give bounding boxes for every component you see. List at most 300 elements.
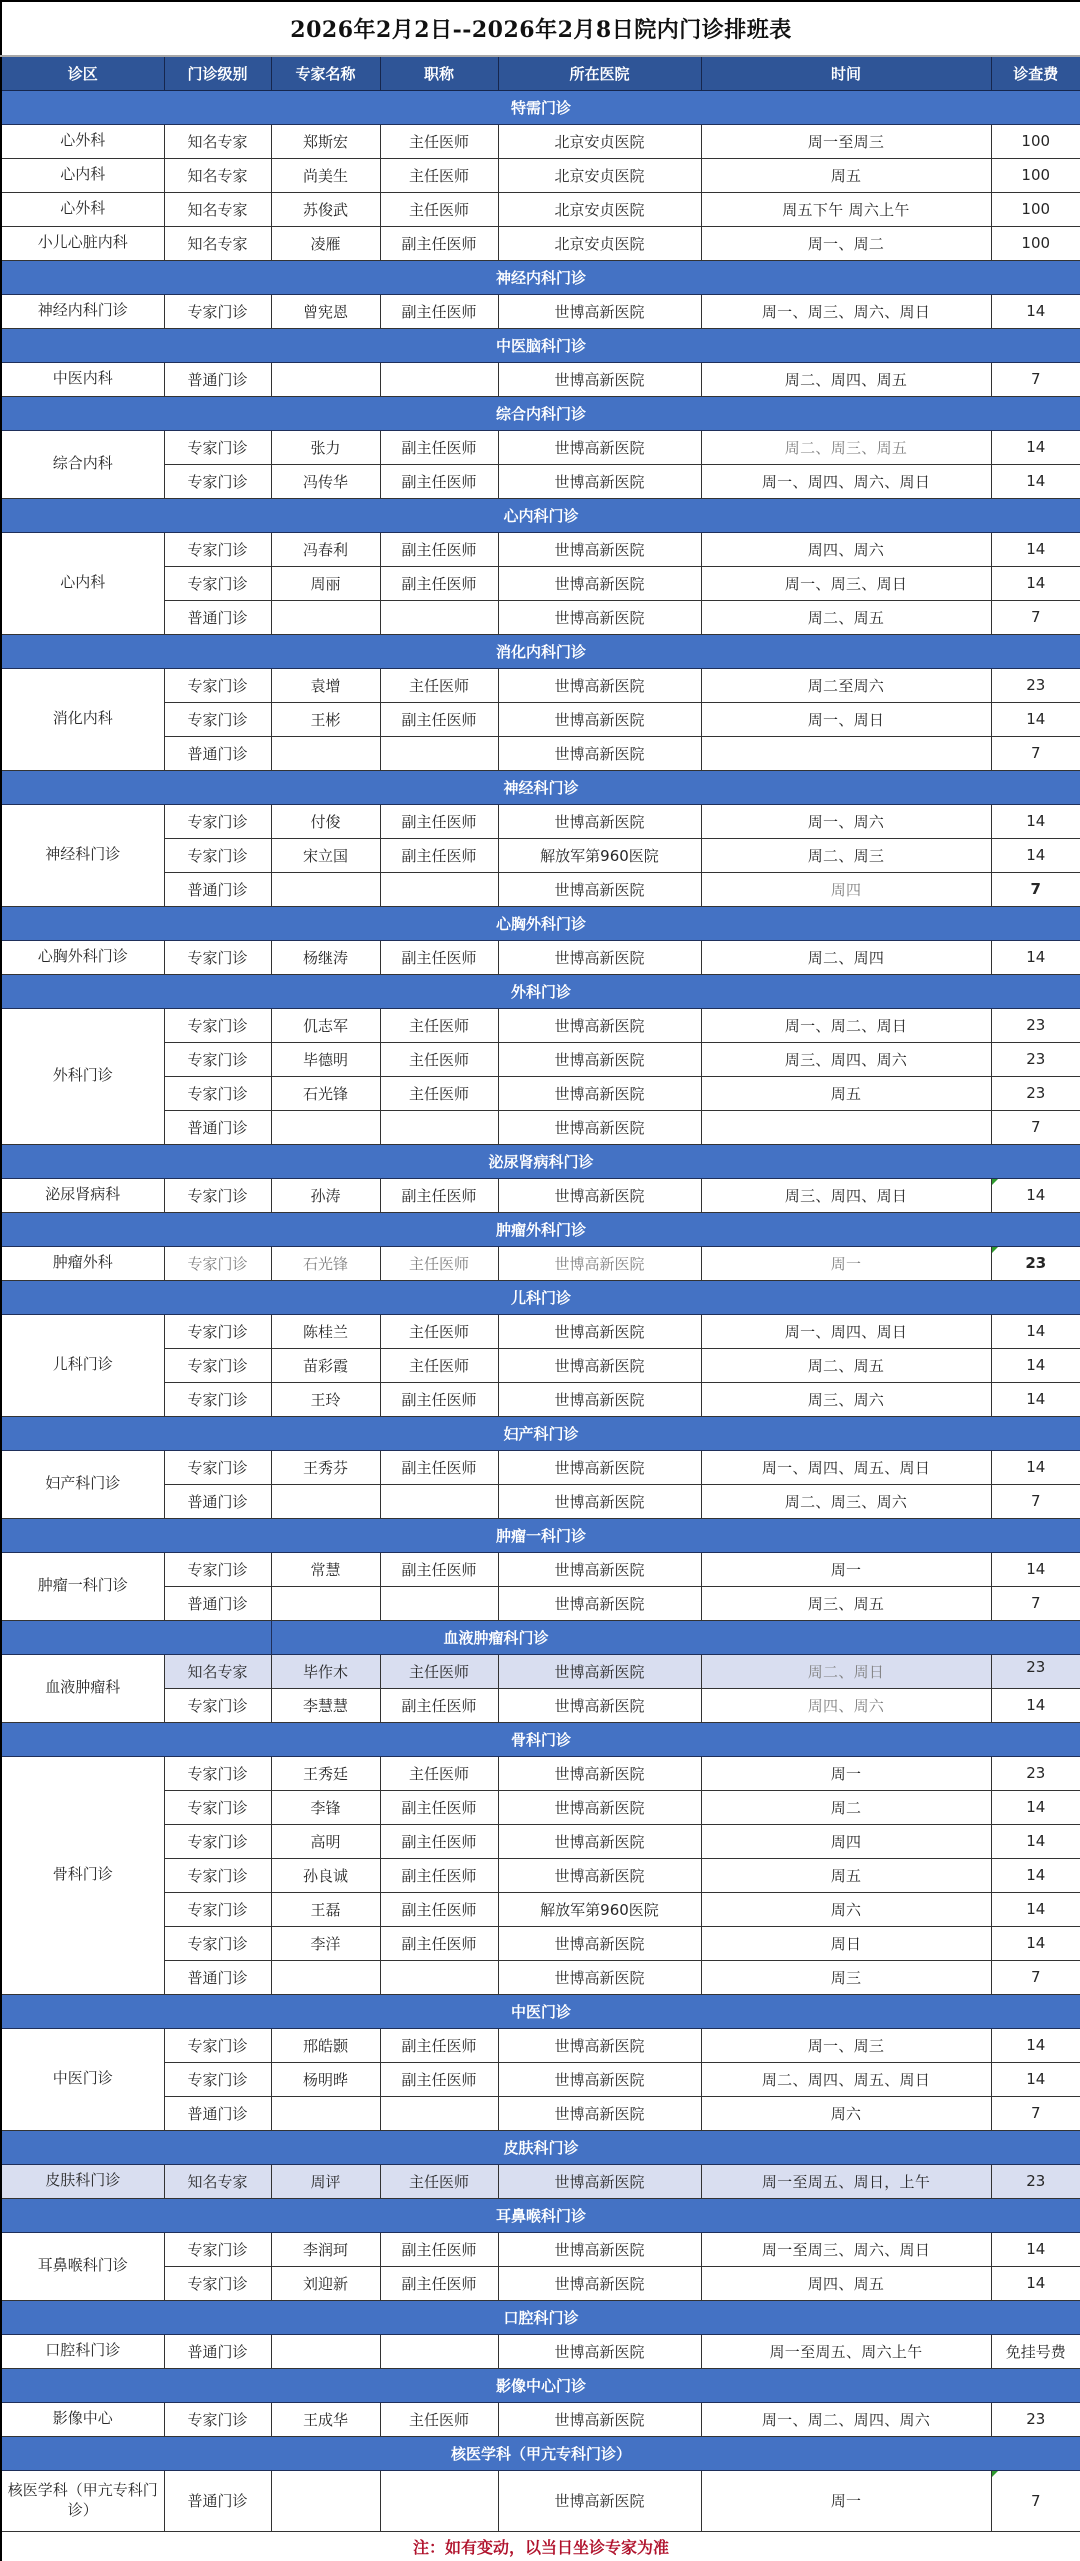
area-cell: 肿瘤一科门诊 xyxy=(1,1552,164,1620)
schedule-time-cell: 周一 xyxy=(701,1552,991,1586)
doctor-name-cell xyxy=(271,736,380,770)
fee-cell xyxy=(991,1450,1080,1484)
doctor-name-cell xyxy=(271,2334,380,2368)
doctor-name-cell: 毕作木 xyxy=(271,1654,380,1688)
doctor-name-cell: 王秀廷 xyxy=(271,1756,380,1790)
section-header-row xyxy=(1,1280,1080,1314)
schedule-time-cell: 周一至周三、周六、周日 xyxy=(701,2232,991,2266)
fee-value: 7 xyxy=(1030,880,1041,898)
clinic-level-cell: 专家门诊 xyxy=(164,668,271,702)
schedule-time-cell: 周三、周五 xyxy=(701,1586,991,1620)
hospital-cell: 世博高新医院 xyxy=(498,1110,701,1144)
doctor-name-cell: 尚美生 xyxy=(271,158,380,192)
hospital-cell: 世博高新医院 xyxy=(498,1790,701,1824)
fee-value: 14 xyxy=(1026,1186,1046,1204)
table-row xyxy=(1,2402,1080,2436)
fee-cell xyxy=(991,226,1080,260)
doctor-name-cell xyxy=(271,600,380,634)
doctor-name-cell: 高明 xyxy=(271,1824,380,1858)
hospital-cell: 解放军第960医院 xyxy=(498,1892,701,1926)
fee-value: 14 xyxy=(1026,1798,1046,1816)
schedule-time-cell: 周日 xyxy=(701,1926,991,1960)
schedule-title: 2026年2月2日--2026年2月8日院内门诊排班表 xyxy=(1,1,1080,56)
fee-value: 14 xyxy=(1026,2036,1046,2054)
hospital-cell: 世博高新医院 xyxy=(498,1076,701,1110)
fee-value: 23 xyxy=(1026,2172,1046,2190)
fee-cell xyxy=(991,1382,1080,1416)
fee-cell xyxy=(991,1484,1080,1518)
error-indicator-icon xyxy=(992,1179,998,1185)
column-header-area: 诊区 xyxy=(1,56,164,90)
job-title-cell: 副主任医师 xyxy=(380,1688,498,1722)
fee-value: 14 xyxy=(1026,302,1046,320)
clinic-level-cell: 专家门诊 xyxy=(164,940,271,974)
section-header: 神经科门诊 xyxy=(1,770,1080,804)
hospital-cell: 世博高新医院 xyxy=(498,804,701,838)
fee-value: 23 xyxy=(1026,1764,1046,1782)
hospital-cell: 世博高新医院 xyxy=(498,1314,701,1348)
table-row xyxy=(1,430,1080,464)
clinic-level-cell: 专家门诊 xyxy=(164,2402,271,2436)
clinic-level-cell: 专家门诊 xyxy=(164,2266,271,2300)
job-title-cell: 副主任医师 xyxy=(380,1858,498,1892)
fee-cell xyxy=(991,1654,1080,1688)
area-cell: 皮肤科门诊 xyxy=(1,2164,164,2198)
doctor-name-cell: 王彬 xyxy=(271,702,380,736)
section-header: 肿瘤一科门诊 xyxy=(1,1518,1080,1552)
fee-value: 14 xyxy=(1026,1458,1046,1476)
clinic-level-cell: 普通门诊 xyxy=(164,736,271,770)
fee-value: 14 xyxy=(1026,1560,1046,1578)
schedule-time-cell: 周二至周六 xyxy=(701,668,991,702)
fee-value: 100 xyxy=(1021,234,1051,252)
job-title-cell: 副主任医师 xyxy=(380,702,498,736)
schedule-time-cell: 周二、周五 xyxy=(701,600,991,634)
schedule-time-cell: 周一、周三、周日 xyxy=(701,566,991,600)
section-header: 外科门诊 xyxy=(1,974,1080,1008)
area-cell: 神经科门诊 xyxy=(1,804,164,906)
table-row xyxy=(1,362,1080,396)
column-header-time: 时间 xyxy=(701,56,991,90)
schedule-time-cell: 周一、周四、周五、周日 xyxy=(701,1450,991,1484)
table-row xyxy=(1,804,1080,838)
hospital-cell: 世博高新医院 xyxy=(498,2470,701,2531)
fee-value: 14 xyxy=(1026,438,1046,456)
schedule-time-cell: 周四、周六 xyxy=(701,1688,991,1722)
area-cell: 神经内科门诊 xyxy=(1,294,164,328)
fee-value: 23 xyxy=(1026,2410,1046,2428)
section-header-row xyxy=(1,90,1080,124)
hospital-cell: 世博高新医院 xyxy=(498,2028,701,2062)
clinic-level-cell: 专家门诊 xyxy=(164,1790,271,1824)
area-cell: 心内科 xyxy=(1,532,164,634)
job-title-cell: 副主任医师 xyxy=(380,226,498,260)
section-header-row xyxy=(1,396,1080,430)
hospital-cell: 世博高新医院 xyxy=(498,1858,701,1892)
hospital-cell: 世博高新医院 xyxy=(498,1008,701,1042)
section-header: 综合内科门诊 xyxy=(1,396,1080,430)
area-cell: 心内科 xyxy=(1,158,164,192)
footer-note: 注：如有变动，以当日坐诊专家为准 xyxy=(1,2531,1080,2561)
fee-cell xyxy=(991,566,1080,600)
fee-cell xyxy=(991,1586,1080,1620)
hospital-cell: 世博高新医院 xyxy=(498,940,701,974)
job-title-cell xyxy=(380,362,498,396)
fee-value: 14 xyxy=(1026,710,1046,728)
clinic-level-cell: 专家门诊 xyxy=(164,1076,271,1110)
fee-cell xyxy=(991,736,1080,770)
job-title-cell: 副主任医师 xyxy=(380,1824,498,1858)
table-row xyxy=(1,1756,1080,1790)
doctor-name-cell: 孙良诚 xyxy=(271,1858,380,1892)
schedule-time-cell: 周五 xyxy=(701,1858,991,1892)
hospital-cell: 世博高新医院 xyxy=(498,2334,701,2368)
fee-value: 7 xyxy=(1030,608,1041,626)
table-row xyxy=(1,1008,1080,1042)
hospital-cell: 世博高新医院 xyxy=(498,2232,701,2266)
section-header-row xyxy=(1,1144,1080,1178)
doctor-name-cell: 邢皓颢 xyxy=(271,2028,380,2062)
fee-value: 14 xyxy=(1026,1934,1046,1952)
fee-cell xyxy=(991,1552,1080,1586)
schedule-body xyxy=(1,90,1080,2531)
schedule-time-cell: 周二、周四、周五、周日 xyxy=(701,2062,991,2096)
job-title-cell xyxy=(380,2334,498,2368)
doctor-name-cell: 宋立国 xyxy=(271,838,380,872)
fee-cell xyxy=(991,1756,1080,1790)
section-header: 中医门诊 xyxy=(1,1994,1080,2028)
hospital-cell: 世博高新医院 xyxy=(498,1450,701,1484)
fee-value: 14 xyxy=(1026,2070,1046,2088)
area-cell: 消化内科 xyxy=(1,668,164,770)
hospital-cell: 解放军第960医院 xyxy=(498,838,701,872)
table-row xyxy=(1,940,1080,974)
doctor-name-cell xyxy=(271,1484,380,1518)
column-header-doctor: 专家名称 xyxy=(271,56,380,90)
area-cell: 综合内科 xyxy=(1,430,164,498)
hospital-cell: 世博高新医院 xyxy=(498,430,701,464)
doctor-name-cell: 石光锋 xyxy=(271,1076,380,1110)
section-header-row xyxy=(1,328,1080,362)
fee-value: 23 xyxy=(1026,676,1046,694)
fee-value: 7 xyxy=(1030,2491,1041,2510)
fee-cell xyxy=(991,1858,1080,1892)
hospital-cell: 北京安贞医院 xyxy=(498,158,701,192)
section-header: 口腔科门诊 xyxy=(1,2300,1080,2334)
job-title-cell xyxy=(380,600,498,634)
schedule-time-cell: 周一 xyxy=(701,2470,991,2531)
fee-cell xyxy=(991,872,1080,906)
clinic-level-cell: 知名专家 xyxy=(164,124,271,158)
schedule-time-cell: 周一、周四、周六、周日 xyxy=(701,464,991,498)
fee-cell xyxy=(991,2470,1080,2531)
hospital-cell: 世博高新医院 xyxy=(498,2266,701,2300)
table-row xyxy=(1,2470,1080,2531)
table-row xyxy=(1,2028,1080,2062)
hospital-cell: 世博高新医院 xyxy=(498,1688,701,1722)
clinic-level-cell: 普通门诊 xyxy=(164,1586,271,1620)
fee-value: 7 xyxy=(1030,1968,1041,1986)
job-title-cell: 副主任医师 xyxy=(380,2062,498,2096)
area-cell: 儿科门诊 xyxy=(1,1314,164,1416)
fee-cell xyxy=(991,1824,1080,1858)
fee-cell xyxy=(991,430,1080,464)
job-title-cell xyxy=(380,1110,498,1144)
clinic-level-cell: 专家门诊 xyxy=(164,294,271,328)
fee-cell xyxy=(991,600,1080,634)
doctor-name-cell: 袁增 xyxy=(271,668,380,702)
job-title-cell xyxy=(380,872,498,906)
fee-cell xyxy=(991,2232,1080,2266)
clinic-level-cell: 专家门诊 xyxy=(164,1926,271,1960)
table-row xyxy=(1,532,1080,566)
fee-value: 7 xyxy=(1030,1492,1041,1510)
table-row xyxy=(1,192,1080,226)
fee-value: 免挂号费 xyxy=(1005,2342,1066,2361)
fee-value: 7 xyxy=(1030,1594,1041,1612)
area-cell: 心外科 xyxy=(1,192,164,226)
schedule-time-cell: 周一 xyxy=(701,1246,991,1280)
fee-value: 14 xyxy=(1026,1832,1046,1850)
clinic-level-cell: 专家门诊 xyxy=(164,2028,271,2062)
fee-cell xyxy=(991,124,1080,158)
section-header-row xyxy=(1,906,1080,940)
footer-row xyxy=(1,2531,1080,2561)
fee-value: 7 xyxy=(1030,744,1041,762)
fee-cell xyxy=(991,668,1080,702)
fee-value: 14 xyxy=(1026,812,1046,830)
fee-value: 14 xyxy=(1026,2274,1046,2292)
table-row xyxy=(1,2164,1080,2198)
job-title-cell: 副主任医师 xyxy=(380,1892,498,1926)
section-header: 核医学科（甲亢专科门诊） xyxy=(1,2436,1080,2470)
fee-cell xyxy=(991,1314,1080,1348)
schedule-time-cell: 周一至周五、周日，上午 xyxy=(701,2164,991,2198)
job-title-cell xyxy=(380,2096,498,2130)
doctor-name-cell: 曾宪恩 xyxy=(271,294,380,328)
table-row xyxy=(1,2334,1080,2368)
fee-cell xyxy=(991,2096,1080,2130)
schedule-time-cell: 周五 xyxy=(701,1076,991,1110)
job-title-cell: 副主任医师 xyxy=(380,566,498,600)
doctor-name-cell: 冯春利 xyxy=(271,532,380,566)
fee-value: 14 xyxy=(1026,1696,1046,1714)
clinic-level-cell: 专家门诊 xyxy=(164,1382,271,1416)
job-title-cell: 副主任医师 xyxy=(380,804,498,838)
doctor-name-cell xyxy=(271,362,380,396)
hospital-cell: 世博高新医院 xyxy=(498,2096,701,2130)
clinic-level-cell: 专家门诊 xyxy=(164,430,271,464)
area-cell: 口腔科门诊 xyxy=(1,2334,164,2368)
table-row xyxy=(1,1314,1080,1348)
fee-cell xyxy=(991,838,1080,872)
hospital-cell: 北京安贞医院 xyxy=(498,226,701,260)
schedule-time-cell: 周四、周六 xyxy=(701,532,991,566)
doctor-name-cell: 杨继涛 xyxy=(271,940,380,974)
hospital-cell: 世博高新医院 xyxy=(498,1382,701,1416)
error-indicator-icon xyxy=(992,1247,998,1253)
fee-value: 100 xyxy=(1021,200,1051,218)
hospital-cell: 北京安贞医院 xyxy=(498,124,701,158)
doctor-name-cell: 李润珂 xyxy=(271,2232,380,2266)
fee-cell xyxy=(991,804,1080,838)
table-row xyxy=(1,2232,1080,2266)
section-header-row xyxy=(1,770,1080,804)
schedule-time-cell: 周一、周三 xyxy=(701,2028,991,2062)
section-header: 心内科门诊 xyxy=(1,498,1080,532)
fee-value: 14 xyxy=(1026,948,1046,966)
hospital-cell: 世博高新医院 xyxy=(498,1824,701,1858)
clinic-level-cell: 专家门诊 xyxy=(164,1756,271,1790)
clinic-level-cell: 专家门诊 xyxy=(164,702,271,736)
hospital-cell: 世博高新医院 xyxy=(498,566,701,600)
clinic-level-cell: 专家门诊 xyxy=(164,464,271,498)
hospital-cell: 世博高新医院 xyxy=(498,1042,701,1076)
schedule-time-cell: 周一、周二、周日 xyxy=(701,1008,991,1042)
schedule-time-cell: 周五下午 周六上午 xyxy=(701,192,991,226)
hospital-cell: 世博高新医院 xyxy=(498,294,701,328)
clinic-level-cell: 普通门诊 xyxy=(164,1110,271,1144)
schedule-time-cell: 周二 xyxy=(701,1790,991,1824)
section-header: 泌尿肾病科门诊 xyxy=(1,1144,1080,1178)
clinic-level-cell: 专家门诊 xyxy=(164,1552,271,1586)
clinic-level-cell: 专家门诊 xyxy=(164,1246,271,1280)
fee-value: 23 xyxy=(1026,1016,1046,1034)
section-header-row xyxy=(1,498,1080,532)
clinic-level-cell: 普通门诊 xyxy=(164,600,271,634)
table-row xyxy=(1,1178,1080,1212)
fee-cell xyxy=(991,1960,1080,1994)
clinic-level-cell: 普通门诊 xyxy=(164,1960,271,1994)
job-title-cell xyxy=(380,1960,498,1994)
job-title-cell: 主任医师 xyxy=(380,1008,498,1042)
clinic-level-cell: 专家门诊 xyxy=(164,532,271,566)
schedule-time-cell: 周一、周四、周日 xyxy=(701,1314,991,1348)
area-cell: 心外科 xyxy=(1,124,164,158)
doctor-name-cell: 杨明晔 xyxy=(271,2062,380,2096)
clinic-level-cell: 普通门诊 xyxy=(164,2096,271,2130)
job-title-cell: 主任医师 xyxy=(380,1076,498,1110)
fee-value: 7 xyxy=(1030,1118,1041,1136)
doctor-name-cell xyxy=(271,1586,380,1620)
job-title-cell: 主任医师 xyxy=(380,1314,498,1348)
doctor-name-cell: 凌雁 xyxy=(271,226,380,260)
doctor-name-cell xyxy=(271,1960,380,1994)
area-cell: 核医学科（甲亢专科门诊） xyxy=(1,2470,164,2531)
title-row xyxy=(1,1,1080,56)
fee-value: 14 xyxy=(1026,846,1046,864)
fee-value: 14 xyxy=(1026,540,1046,558)
schedule-time-cell: 周一、周六 xyxy=(701,804,991,838)
fee-value: 14 xyxy=(1026,472,1046,490)
fee-cell xyxy=(991,1688,1080,1722)
fee-value: 7 xyxy=(1030,2104,1041,2122)
doctor-name-cell: 冯传华 xyxy=(271,464,380,498)
job-title-cell: 主任医师 xyxy=(380,1756,498,1790)
fee-value: 7 xyxy=(1030,370,1041,388)
fee-cell xyxy=(991,2402,1080,2436)
hospital-cell: 世博高新医院 xyxy=(498,1552,701,1586)
section-header-row xyxy=(1,2436,1080,2470)
fee-cell xyxy=(991,1348,1080,1382)
clinic-level-cell: 普通门诊 xyxy=(164,1484,271,1518)
area-cell: 耳鼻喉科门诊 xyxy=(1,2232,164,2300)
table-row xyxy=(1,158,1080,192)
section-header: 神经内科门诊 xyxy=(1,260,1080,294)
hospital-cell: 世博高新医院 xyxy=(498,668,701,702)
section-header-row xyxy=(1,1212,1080,1246)
schedule-time-cell: 周六 xyxy=(701,1892,991,1926)
hospital-cell: 世博高新医院 xyxy=(498,2062,701,2096)
fee-cell xyxy=(991,2028,1080,2062)
doctor-name-cell: 常慧 xyxy=(271,1552,380,1586)
schedule-time-cell: 周二、周三、周六 xyxy=(701,1484,991,1518)
hospital-cell: 世博高新医院 xyxy=(498,1484,701,1518)
fee-value: 23 xyxy=(1026,1050,1046,1068)
doctor-name-cell: 苏俊武 xyxy=(271,192,380,226)
doctor-name-cell xyxy=(271,2096,380,2130)
hospital-cell: 世博高新医院 xyxy=(498,1960,701,1994)
doctor-name-cell: 张力 xyxy=(271,430,380,464)
clinic-level-cell: 专家门诊 xyxy=(164,2232,271,2266)
job-title-cell: 副主任医师 xyxy=(380,2232,498,2266)
section-header-row xyxy=(1,2130,1080,2164)
column-header-fee: 诊查费 xyxy=(991,56,1080,90)
schedule-time-cell: 周一、周二、周四、周六 xyxy=(701,2402,991,2436)
schedule-time-cell: 周六 xyxy=(701,2096,991,2130)
job-title-cell: 主任医师 xyxy=(380,1348,498,1382)
clinic-level-cell: 专家门诊 xyxy=(164,1892,271,1926)
job-title-cell: 副主任医师 xyxy=(380,2266,498,2300)
job-title-cell: 副主任医师 xyxy=(380,1926,498,1960)
schedule-time-cell: 周四、周五 xyxy=(701,2266,991,2300)
clinic-level-cell: 专家门诊 xyxy=(164,2062,271,2096)
fee-cell xyxy=(991,2164,1080,2198)
job-title-cell: 主任医师 xyxy=(380,668,498,702)
doctor-name-cell xyxy=(271,1110,380,1144)
section-header: 影像中心门诊 xyxy=(1,2368,1080,2402)
section-header: 骨科门诊 xyxy=(1,1722,1080,1756)
job-title-cell xyxy=(380,736,498,770)
hospital-cell: 世博高新医院 xyxy=(498,532,701,566)
table-row xyxy=(1,226,1080,260)
doctor-name-cell xyxy=(271,872,380,906)
column-header-row xyxy=(1,56,1080,90)
section-header: 特需门诊 xyxy=(1,90,1080,124)
job-title-cell: 副主任医师 xyxy=(380,464,498,498)
fee-cell xyxy=(991,1076,1080,1110)
section-header-row xyxy=(1,1994,1080,2028)
area-cell: 妇产科门诊 xyxy=(1,1450,164,1518)
doctor-name-cell: 苗彩霞 xyxy=(271,1348,380,1382)
section-header-row xyxy=(1,634,1080,668)
job-title-cell: 副主任医师 xyxy=(380,2028,498,2062)
section-header: 心胸外科门诊 xyxy=(1,906,1080,940)
clinic-level-cell: 普通门诊 xyxy=(164,362,271,396)
schedule-time-cell: 周五 xyxy=(701,158,991,192)
clinic-level-cell: 专家门诊 xyxy=(164,1008,271,1042)
job-title-cell: 主任医师 xyxy=(380,192,498,226)
fee-value: 100 xyxy=(1021,166,1051,184)
doctor-name-cell: 周丽 xyxy=(271,566,380,600)
area-cell: 小儿心脏内科 xyxy=(1,226,164,260)
job-title-cell: 副主任医师 xyxy=(380,838,498,872)
schedule-time-cell: 周三、周四、周六 xyxy=(701,1042,991,1076)
clinic-level-cell: 专家门诊 xyxy=(164,1178,271,1212)
section-header: 耳鼻喉科门诊 xyxy=(1,2198,1080,2232)
section-header-row xyxy=(1,1620,1080,1654)
schedule-time-cell xyxy=(701,736,991,770)
